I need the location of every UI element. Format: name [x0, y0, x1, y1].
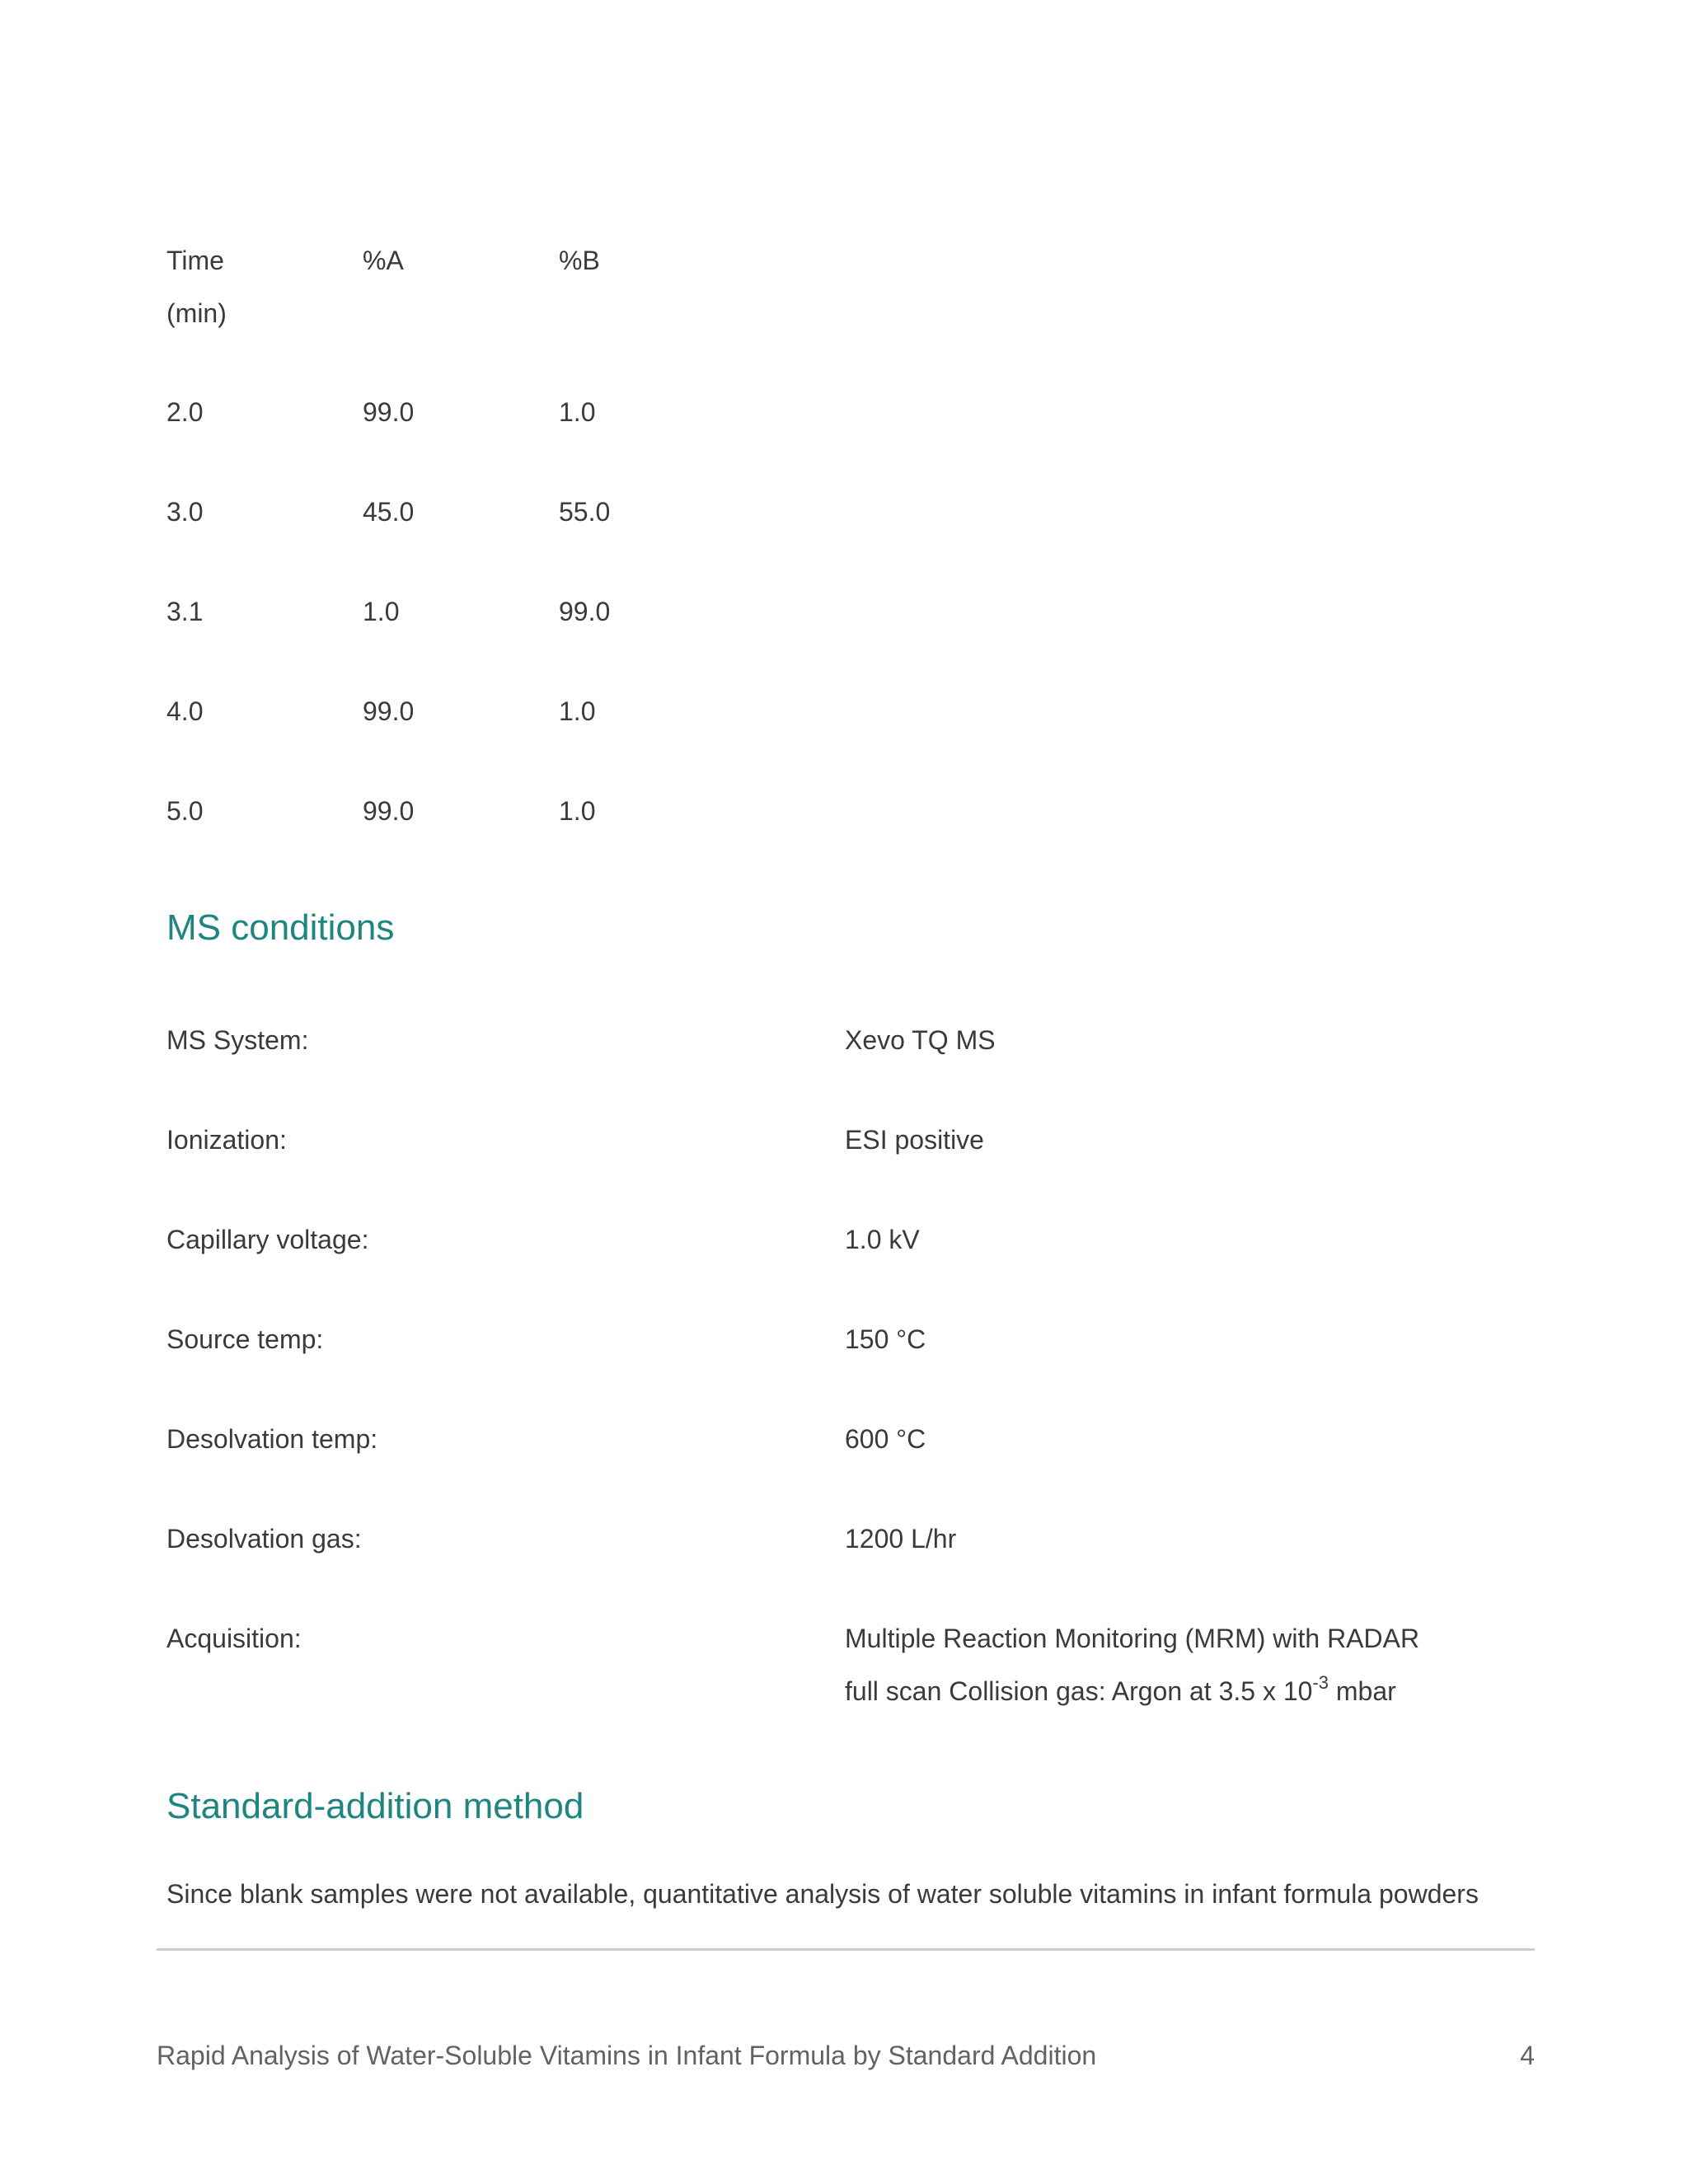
- ms-conditions-heading: MS conditions: [166, 907, 395, 948]
- cell-percent-a: 99.0: [363, 696, 415, 726]
- cell-percent-a: 99.0: [363, 397, 415, 427]
- ms-conditions-table: [166, 1014, 1535, 1718]
- standard-addition-heading: Standard-addition method: [166, 1786, 584, 1826]
- cell-percent-a: 99.0: [363, 796, 415, 826]
- table-row: [166, 685, 755, 785]
- ms-label: Capillary voltage:: [166, 1225, 369, 1254]
- cell-time: 2.0: [166, 397, 204, 427]
- ms-label: Source temp:: [166, 1324, 324, 1354]
- ms-value: 600 °C: [845, 1424, 926, 1454]
- cell-percent-b: 1.0: [559, 796, 596, 826]
- cell-percent-b: 99.0: [559, 597, 611, 626]
- gradient-table-header: [166, 234, 755, 386]
- header-time-line2: (min): [166, 298, 227, 328]
- header-percent-a: %A: [363, 246, 404, 275]
- ms-label: Desolvation temp:: [166, 1424, 378, 1454]
- table-row: [166, 1113, 1535, 1213]
- cell-percent-b: 1.0: [559, 696, 596, 726]
- cell-percent-a: 1.0: [363, 597, 400, 626]
- ms-value-acquisition: [845, 1612, 1535, 1718]
- ms-label: Ionization:: [166, 1125, 287, 1155]
- ms-label: MS System:: [166, 1025, 309, 1055]
- footer-divider: [157, 1948, 1535, 1951]
- ms-value: ESI positive: [845, 1125, 984, 1155]
- cell-time: 5.0: [166, 796, 204, 826]
- table-row: [166, 485, 755, 585]
- cell-time: 3.1: [166, 597, 204, 626]
- ms-label: Desolvation gas:: [166, 1524, 362, 1554]
- table-row: [166, 386, 755, 485]
- ms-value: Xevo TQ MS: [845, 1025, 996, 1055]
- acquisition-line1: Multiple Reaction Monitoring (MRM) with RADAR: [845, 1624, 1420, 1653]
- cell-percent-b: 1.0: [559, 397, 596, 427]
- page-number: 4: [1520, 2041, 1535, 2070]
- cell-percent-a: 45.0: [363, 497, 415, 527]
- table-row: [166, 585, 755, 685]
- footer-title: Rapid Analysis of Water-Soluble Vitamins in Infant Formula by Standard Addition: [157, 2041, 1097, 2070]
- header-time-line1: Time: [166, 246, 224, 275]
- acquisition-line2-pre: full scan Collision gas: Argon at 3.5 x 10: [845, 1676, 1313, 1706]
- header-percent-b: %B: [559, 246, 600, 275]
- cell-time: 3.0: [166, 497, 204, 527]
- acquisition-line2-post: mbar: [1329, 1676, 1396, 1706]
- standard-addition-paragraph: Since blank samples were not available, quantitative analysis of water soluble vitamins in infant formula powders: [166, 1879, 1479, 1909]
- ms-value: 1200 L/hr: [845, 1524, 957, 1554]
- cell-time: 4.0: [166, 696, 204, 726]
- header-time: [166, 234, 363, 340]
- table-row-acquisition: [166, 1612, 1535, 1718]
- table-row: [166, 785, 755, 884]
- ms-value: 1.0 kV: [845, 1225, 920, 1254]
- table-row: [166, 1213, 1535, 1313]
- ms-label: Acquisition:: [166, 1624, 302, 1653]
- ms-value: 150 °C: [845, 1324, 926, 1354]
- gradient-table: [166, 234, 755, 884]
- table-row: [166, 1014, 1535, 1113]
- table-row: [166, 1313, 1535, 1413]
- acquisition-exponent: -3: [1312, 1672, 1329, 1693]
- table-row: [166, 1512, 1535, 1612]
- table-row: [166, 1413, 1535, 1512]
- cell-percent-b: 55.0: [559, 497, 611, 527]
